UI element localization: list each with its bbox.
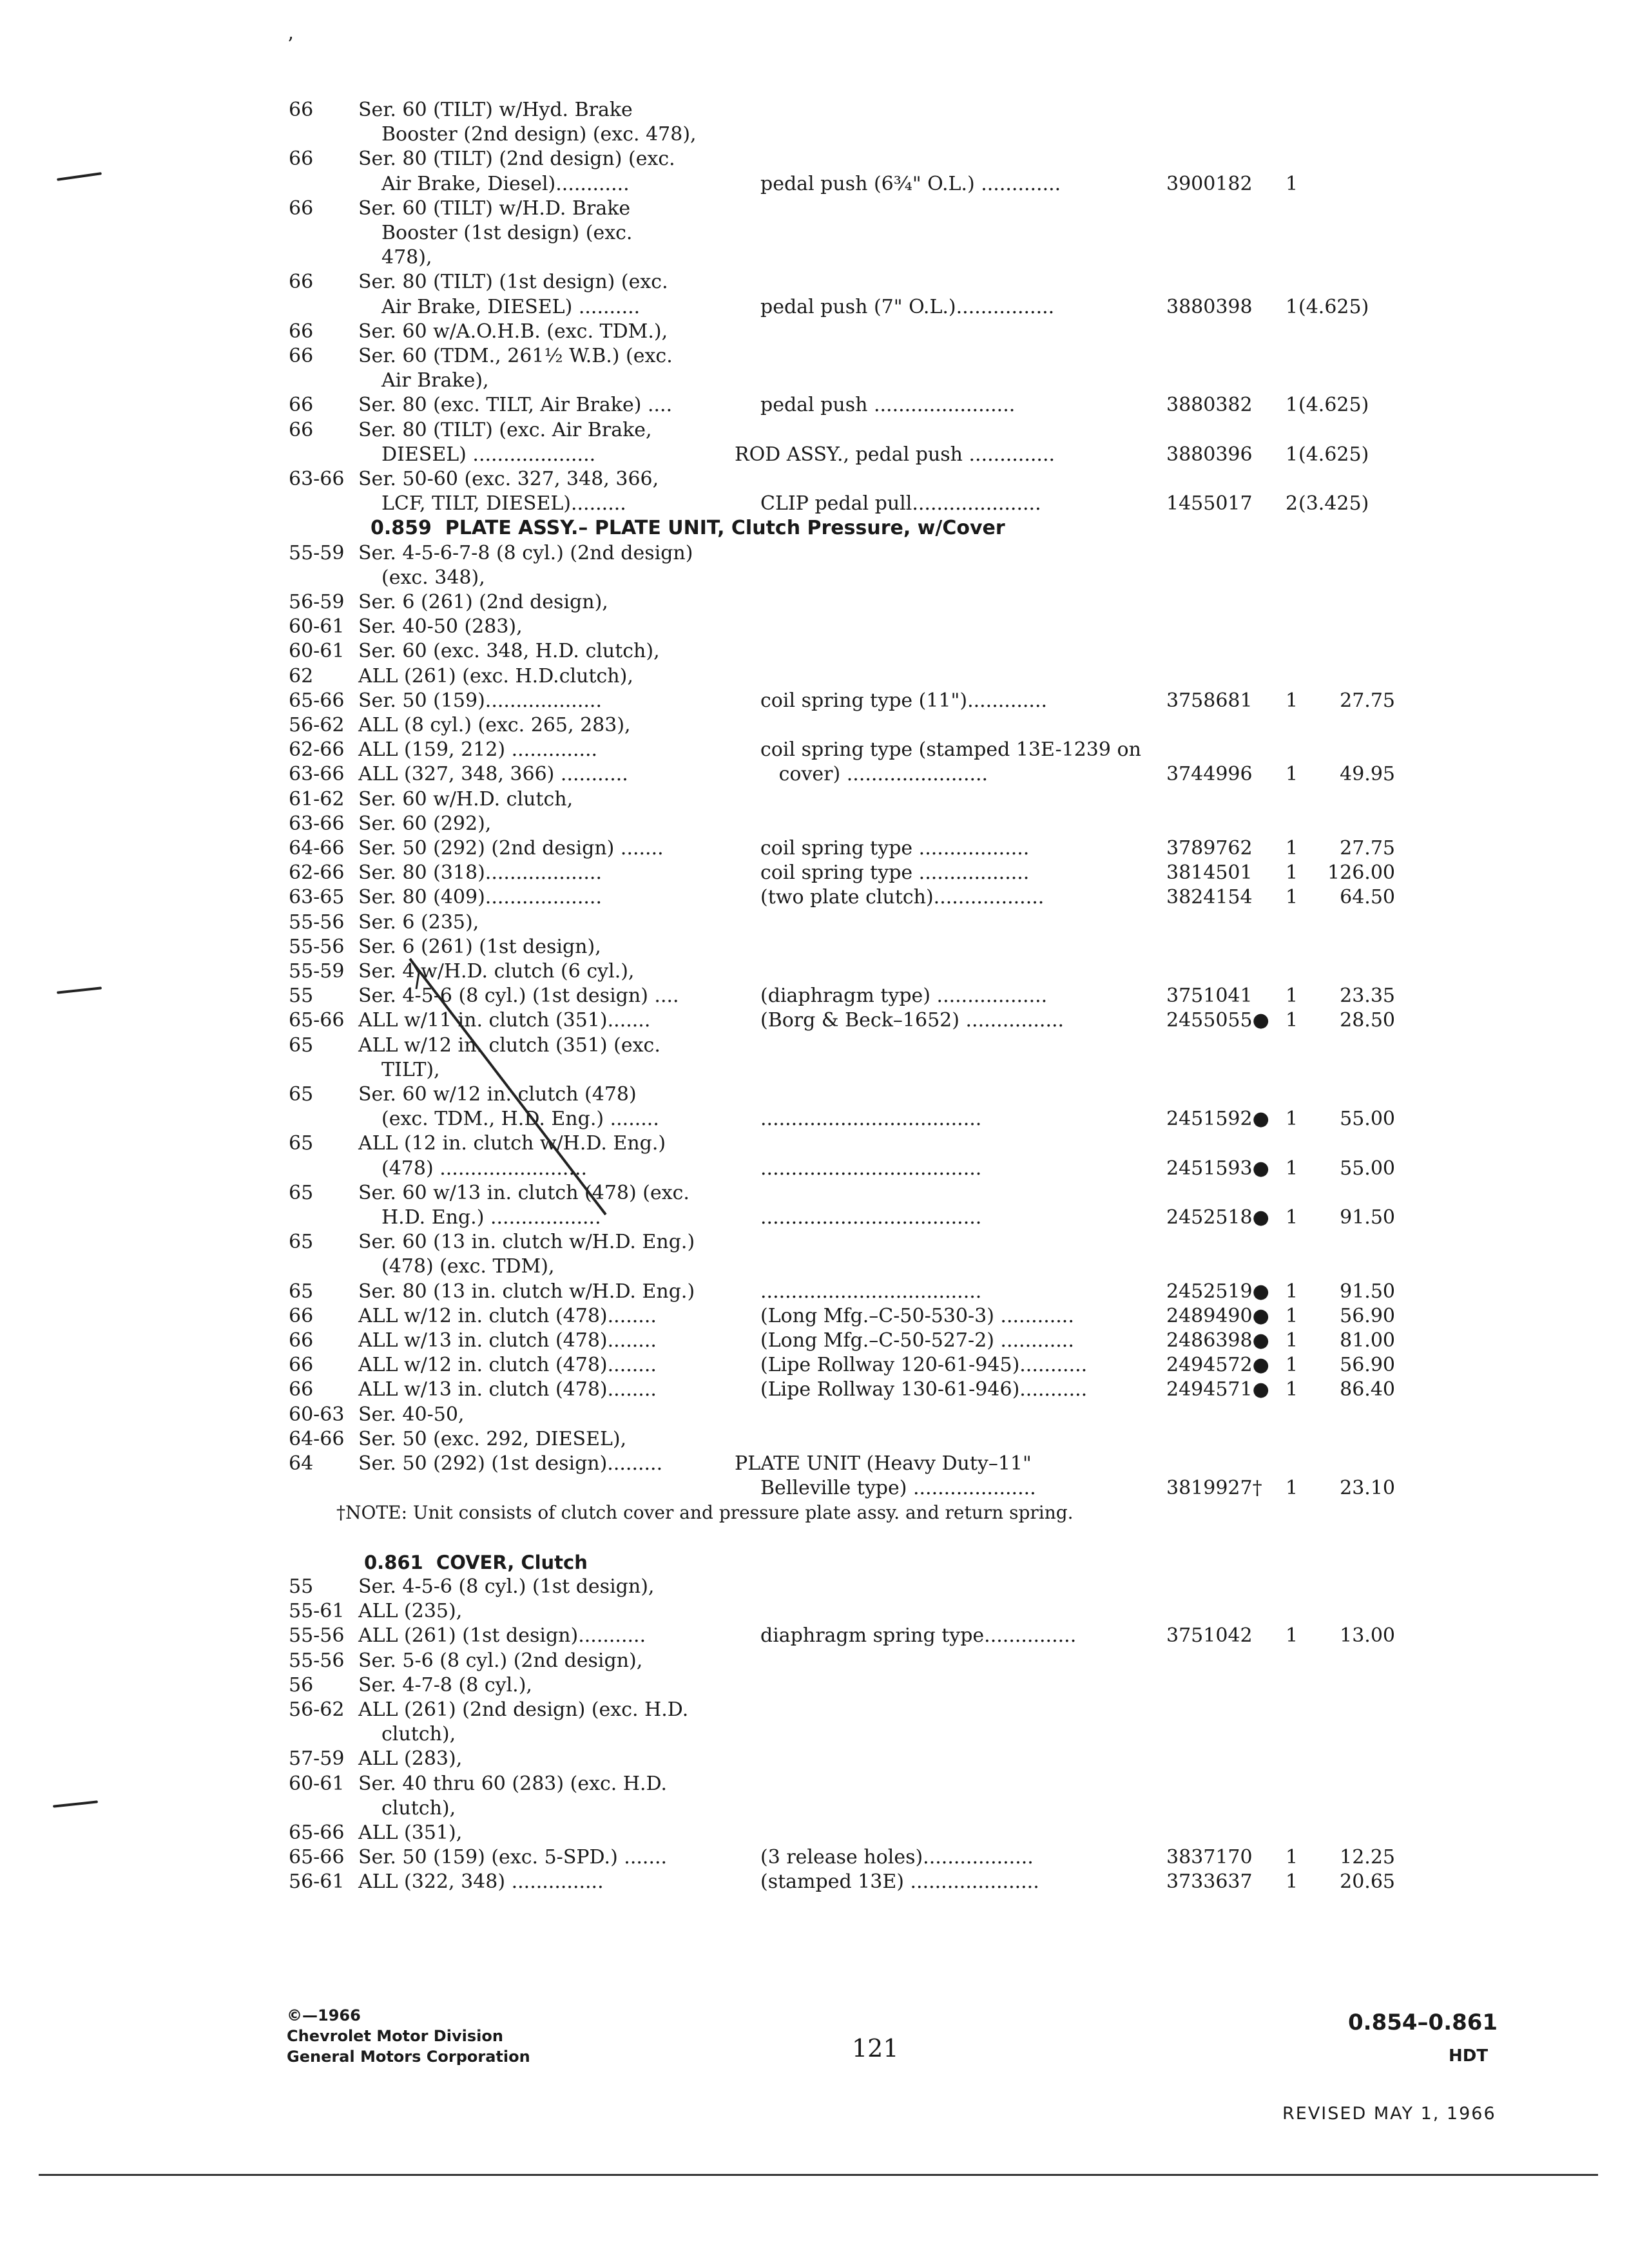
application: ALL (12 in. clutch w/H.D. Eng.): [358, 1132, 666, 1155]
part-number: 3824154: [1166, 886, 1253, 908]
part-number: 2494571●: [1166, 1378, 1269, 1401]
model-year: 63-66: [289, 468, 345, 490]
model-year: 66: [289, 1354, 314, 1376]
quantity: 1: [1286, 1305, 1298, 1327]
quantity: 1: [1286, 985, 1298, 1007]
model-year: 55-59: [289, 542, 345, 564]
quantity: 1: [1286, 1378, 1298, 1401]
application: Ser. 50-60 (exc. 327, 348, 366,: [358, 468, 659, 490]
quantity: 1: [1286, 443, 1298, 466]
application: Ser. 6 (261) (2nd design),: [358, 591, 608, 613]
quantity: 1: [1286, 296, 1298, 318]
part-number: 3758681: [1166, 689, 1253, 712]
model-year: 65: [289, 1034, 314, 1057]
quantity: 1: [1286, 1206, 1298, 1229]
application: Ser. 50 (exc. 292, DIESEL),: [358, 1428, 627, 1450]
part-number: 1455017: [1166, 492, 1253, 515]
model-year: 65: [289, 1182, 314, 1204]
part-number: 3880398: [1166, 296, 1253, 318]
price: 27.75: [1340, 689, 1395, 712]
description: coil spring type (11").............: [760, 689, 1048, 712]
application: ALL w/13 in. clutch (478)........: [358, 1378, 657, 1401]
application: Ser. 60 w/12 in. clutch (478): [358, 1083, 637, 1106]
part-number: 2455055●: [1166, 1009, 1269, 1032]
division-name: Chevrolet Motor Division: [287, 2027, 503, 2045]
application: Ser. 80 (TILT) (1st design) (exc.: [358, 271, 668, 293]
application: Ser. 4-5-6 (8 cyl.) (1st design),: [358, 1575, 655, 1598]
application: Ser. 80 (TILT) (2nd design) (exc.: [358, 148, 675, 170]
pen-stroke-line: [410, 959, 606, 1215]
description: pedal push (6¾" O.L.) .............: [760, 173, 1061, 195]
application: ALL w/13 in. clutch (478)........: [358, 1329, 657, 1352]
application: Ser. 60 (TILT) w/Hyd. Brake: [358, 99, 633, 121]
price: (4.625): [1298, 443, 1369, 466]
price: 13.00: [1340, 1624, 1395, 1647]
application: clutch),: [381, 1797, 456, 1820]
model-year: 66: [289, 1329, 314, 1352]
description: (Borg & Beck–1652) ................: [760, 1009, 1065, 1032]
footnote: †NOTE: Unit consists of clutch cover and pressure plate assy. and return spring.: [336, 1502, 1074, 1523]
application: Ser. 40-50,: [358, 1403, 465, 1426]
description: (Long Mfg.–C-50-527-2) ............: [760, 1329, 1074, 1352]
model-year: 55: [289, 985, 314, 1007]
quantity: 1: [1286, 886, 1298, 908]
application: (exc. 348),: [381, 566, 485, 589]
model-year: 65: [289, 1280, 314, 1303]
quantity: 1: [1286, 1157, 1298, 1180]
price: 55.00: [1340, 1157, 1395, 1180]
application: Ser. 40 thru 60 (283) (exc. H.D.: [358, 1773, 668, 1795]
application: Booster (2nd design) (exc. 478),: [381, 123, 697, 146]
price: (4.625): [1298, 296, 1369, 318]
application: (478) (exc. TDM),: [381, 1255, 555, 1278]
description: coil spring type (stamped 13E-1239 on: [760, 738, 1141, 761]
model-year: 65: [289, 1231, 314, 1253]
quantity: 1: [1286, 1280, 1298, 1303]
application: Ser. 4-7-8 (8 cyl.),: [358, 1674, 532, 1696]
model-year: 55-56: [289, 911, 345, 934]
part-number: 3733637: [1166, 1870, 1253, 1893]
application: ALL w/12 in. clutch (478)........: [358, 1305, 657, 1327]
model-year: 60-61: [289, 615, 345, 638]
model-year: 66: [289, 99, 314, 121]
description: ....................................: [760, 1108, 982, 1130]
quantity: 1: [1286, 1477, 1298, 1499]
price: 27.75: [1340, 837, 1395, 860]
part-number: 2494572●: [1166, 1354, 1269, 1376]
model-year: 62-66: [289, 738, 345, 761]
price: 86.40: [1340, 1378, 1395, 1401]
quantity: 1: [1286, 1329, 1298, 1352]
model-year: 56: [289, 1674, 314, 1696]
part-number: 3751042: [1166, 1624, 1253, 1647]
part-number: 3751041: [1166, 985, 1253, 1007]
application: ALL (159, 212) ..............: [358, 738, 598, 761]
quantity: 1: [1286, 837, 1298, 860]
price: 49.95: [1340, 763, 1395, 785]
description: (3 release holes)..................: [760, 1846, 1034, 1869]
model-year: 66: [289, 197, 314, 220]
application: ALL w/12 in. clutch (478)........: [358, 1354, 657, 1376]
price: 23.10: [1340, 1477, 1395, 1499]
model-year: 66: [289, 1305, 314, 1327]
model-year: 57-59: [289, 1747, 345, 1770]
description: (Lipe Rollway 130-61-946)...........: [760, 1378, 1088, 1401]
description: Belleville type) ....................: [760, 1477, 1036, 1499]
description: coil spring type ..................: [760, 837, 1030, 860]
description: coil spring type ..................: [760, 861, 1030, 884]
model-year: 60-63: [289, 1403, 345, 1426]
application: Ser. 50 (292) (2nd design) .......: [358, 837, 664, 860]
description: diaphragm spring type...............: [760, 1624, 1077, 1647]
price: 23.35: [1340, 985, 1395, 1007]
application: clutch),: [381, 1723, 456, 1745]
application: LCF, TILT, DIESEL).........: [381, 492, 626, 515]
application: Ser. 50 (159) (exc. 5-SPD.) .......: [358, 1846, 668, 1869]
model-year: 62-66: [289, 861, 345, 884]
application: Ser. 60 w/A.O.H.B. (exc. TDM.),: [358, 320, 668, 343]
model-year: 64-66: [289, 1428, 345, 1450]
model-year: 66: [289, 148, 314, 170]
quantity: 1: [1286, 763, 1298, 785]
application: ALL (261) (exc. H.D.clutch),: [358, 665, 633, 687]
model-year: 66: [289, 419, 314, 441]
part-number: 2489490●: [1166, 1305, 1269, 1327]
corporation-name: General Motors Corporation: [287, 2048, 530, 2066]
model-year: 65-66: [289, 1846, 345, 1869]
application: Ser. 80 (13 in. clutch w/H.D. Eng.): [358, 1280, 695, 1303]
section-heading: 0.859 PLATE ASSY.– PLATE UNIT, Clutch Pressure, w/Cover: [371, 517, 1005, 539]
description: ....................................: [760, 1280, 982, 1303]
application: ALL (235),: [358, 1600, 463, 1622]
part-number: 3789762: [1166, 837, 1253, 860]
part-number: 3837170: [1166, 1846, 1253, 1869]
price: (4.625): [1298, 394, 1369, 416]
price: 56.90: [1340, 1354, 1395, 1376]
revised-date: REVISED MAY 1, 1966: [1282, 2104, 1496, 2124]
model-year: 64: [289, 1452, 314, 1475]
model-year: 66: [289, 320, 314, 343]
application: Ser. 6 (235),: [358, 911, 479, 934]
model-year: 63-66: [289, 763, 345, 785]
application: Ser. 60 w/13 in. clutch (478) (exc.: [358, 1182, 689, 1204]
application: Ser. 80 (409)...................: [358, 886, 602, 908]
quantity: 1: [1286, 173, 1298, 195]
application: Ser. 60 (TDM., 261½ W.B.) (exc.: [358, 345, 673, 367]
application: Ser. 60 (292),: [358, 812, 492, 835]
model-year: 63-65: [289, 886, 345, 908]
model-year: 60-61: [289, 640, 345, 662]
copyright: ©—1966: [287, 2006, 361, 2024]
quantity: 1: [1286, 1846, 1298, 1869]
application: Ser. 40-50 (283),: [358, 615, 523, 638]
description: ROD ASSY., pedal push ..............: [735, 443, 1055, 466]
price: 56.90: [1340, 1305, 1395, 1327]
quantity: 1: [1286, 1108, 1298, 1130]
model-year: 56-61: [289, 1870, 345, 1893]
application: TILT),: [381, 1059, 440, 1081]
description: (two plate clutch)..................: [760, 886, 1045, 908]
price: 12.25: [1340, 1846, 1395, 1869]
application: ALL (327, 348, 366) ...........: [358, 763, 628, 785]
quantity: 1: [1286, 689, 1298, 712]
quantity: 2: [1286, 492, 1298, 515]
description: (Long Mfg.–C-50-530-3) ............: [760, 1305, 1074, 1327]
part-number: 2451593●: [1166, 1157, 1269, 1180]
model-year: 65-66: [289, 1009, 345, 1032]
part-number: 3819927†: [1166, 1477, 1262, 1499]
application: Ser. 60 (13 in. clutch w/H.D. Eng.): [358, 1231, 695, 1253]
application: ALL (261) (2nd design) (exc. H.D.: [358, 1698, 689, 1721]
description: (diaphragm type) ..................: [760, 985, 1048, 1007]
application: Ser. 60 (TILT) w/H.D. Brake: [358, 197, 631, 220]
price: (3.425): [1298, 492, 1369, 515]
application: Ser. 6 (261) (1st design),: [358, 936, 601, 958]
model-year: 65-66: [289, 1821, 345, 1844]
part-number: 3744996: [1166, 763, 1253, 785]
description: pedal push (7" O.L.)................: [760, 296, 1055, 318]
model-year: 55-61: [289, 1600, 345, 1622]
application: (478) ........................: [381, 1157, 588, 1180]
scan-tick: ’: [287, 34, 294, 56]
part-number: 3880382: [1166, 394, 1253, 416]
part-number: 3814501: [1166, 861, 1253, 884]
description: ....................................: [760, 1206, 982, 1229]
application: Ser. 4-5-6 (8 cyl.) (1st design) ....: [358, 985, 679, 1007]
model-year: 55-56: [289, 1624, 345, 1647]
description: ....................................: [760, 1157, 982, 1180]
price: 20.65: [1340, 1870, 1395, 1893]
model-year: 55-56: [289, 1649, 345, 1672]
model-year: 66: [289, 1378, 314, 1401]
price: 55.00: [1340, 1108, 1395, 1130]
model-year: 66: [289, 345, 314, 367]
part-number: 3900182: [1166, 173, 1253, 195]
model-year: 60-61: [289, 1773, 345, 1795]
application: ALL w/12 in. clutch (351) (exc.: [358, 1034, 660, 1057]
section-heading: 0.861 COVER, Clutch: [364, 1552, 588, 1573]
description: cover) .......................: [760, 763, 988, 785]
quantity: 1: [1286, 861, 1298, 884]
application: ALL (351),: [358, 1821, 463, 1844]
model-year: 55-59: [289, 960, 345, 983]
model-year: 61-62: [289, 788, 345, 811]
quantity: 1: [1286, 1354, 1298, 1376]
model-year: 65-66: [289, 689, 345, 712]
model-year: 65: [289, 1083, 314, 1106]
quantity: 1: [1286, 394, 1298, 416]
quantity: 1: [1286, 1870, 1298, 1893]
quantity: 1: [1286, 1624, 1298, 1647]
model-year: 56-62: [289, 1698, 345, 1721]
quantity: 1: [1286, 1009, 1298, 1032]
application: Ser. 80 (318)...................: [358, 861, 602, 884]
price: 91.50: [1340, 1280, 1395, 1303]
application: Ser. 80 (exc. TILT, Air Brake) ....: [358, 394, 673, 416]
price: 126.00: [1327, 861, 1395, 884]
model-year: 56-59: [289, 591, 345, 613]
section-range: 0.854–0.861: [1348, 2010, 1498, 2035]
application: Air Brake),: [381, 369, 489, 392]
application: Ser. 50 (159)...................: [358, 689, 602, 712]
section-code: HDT: [1449, 2046, 1489, 2066]
price: 91.50: [1340, 1206, 1395, 1229]
application: ALL (261) (1st design)...........: [358, 1624, 646, 1647]
part-number: 3880396: [1166, 443, 1253, 466]
page-number: 121: [852, 2034, 899, 2062]
model-year: 63-66: [289, 812, 345, 835]
model-year: 55-56: [289, 936, 345, 958]
application: Ser. 60 (exc. 348, H.D. clutch),: [358, 640, 660, 662]
description: PLATE UNIT (Heavy Duty–11": [735, 1452, 1032, 1475]
part-number: 2452518●: [1166, 1206, 1269, 1229]
model-year: 64-66: [289, 837, 345, 860]
application: Booster (1st design) (exc.: [381, 222, 633, 244]
application: ALL (8 cyl.) (exc. 265, 283),: [358, 714, 631, 736]
model-year: 66: [289, 394, 314, 416]
model-year: 65: [289, 1132, 314, 1155]
application: Ser. 60 w/H.D. clutch,: [358, 788, 574, 811]
application: Ser. 5-6 (8 cyl.) (2nd design),: [358, 1649, 643, 1672]
price: 64.50: [1340, 886, 1395, 908]
application: ALL (322, 348) ...............: [358, 1870, 604, 1893]
application: ALL (283),: [358, 1747, 463, 1770]
application: 478),: [381, 246, 432, 269]
description: (Lipe Rollway 120-61-945)...........: [760, 1354, 1088, 1376]
application: Ser. 4-5-6-7-8 (8 cyl.) (2nd design): [358, 542, 693, 564]
model-year: 55: [289, 1575, 314, 1598]
description: (stamped 13E) .....................: [760, 1870, 1039, 1893]
model-year: 56-62: [289, 714, 345, 736]
application: ALL w/11 in. clutch (351).......: [358, 1009, 651, 1032]
part-number: 2452519●: [1166, 1280, 1269, 1303]
part-number: 2451592●: [1166, 1108, 1269, 1130]
model-year: 66: [289, 271, 314, 293]
application: H.D. Eng.) ..................: [381, 1206, 601, 1229]
application: DIESEL) ....................: [381, 443, 596, 466]
model-year: 62: [289, 665, 314, 687]
part-number: 2486398●: [1166, 1329, 1269, 1352]
application: Air Brake, DIESEL) ..........: [381, 296, 641, 318]
description: pedal push .......................: [760, 394, 1016, 416]
price: 28.50: [1340, 1009, 1395, 1032]
application: Ser. 4 w/H.D. clutch (6 cyl.),: [358, 960, 635, 983]
application: Ser. 50 (292) (1st design).........: [358, 1452, 663, 1475]
application: Air Brake, Diesel)............: [381, 173, 630, 195]
description: CLIP pedal pull.....................: [760, 492, 1041, 515]
application: Ser. 80 (TILT) (exc. Air Brake,: [358, 419, 652, 441]
price: 81.00: [1340, 1329, 1395, 1352]
application: (exc. TDM., H.D. Eng.) ........: [381, 1108, 659, 1130]
